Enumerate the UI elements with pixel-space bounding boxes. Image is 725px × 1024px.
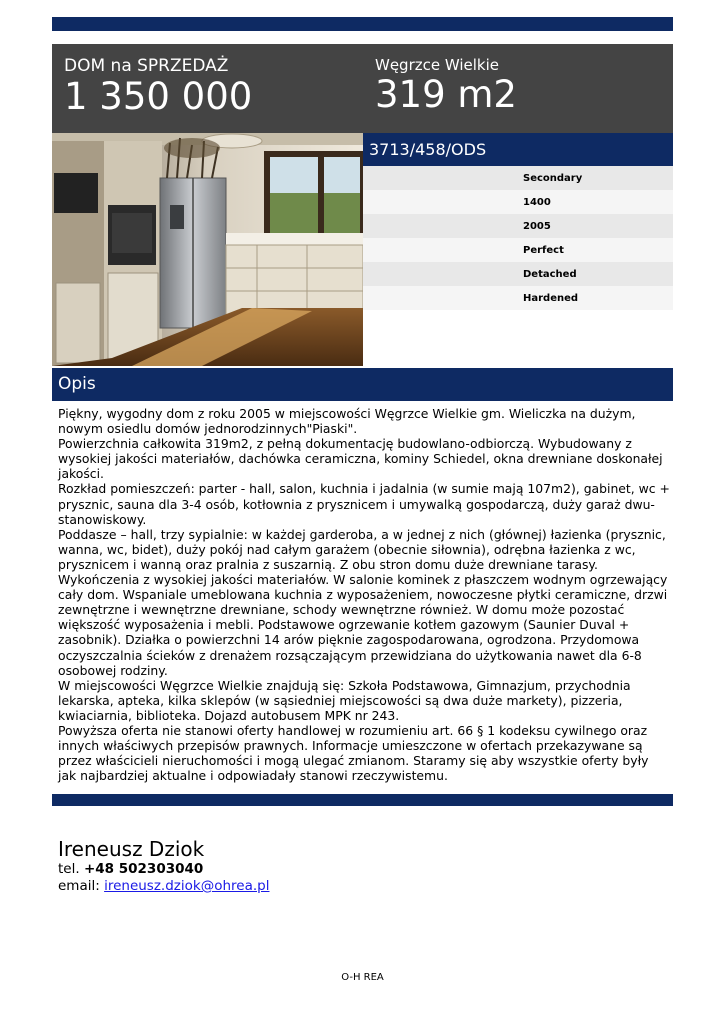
listing-price: 1 350 000: [64, 75, 253, 118]
agent-phone: +48 502303040: [83, 861, 204, 877]
description-paragraph: Poddasze – hall, trzy sypialnie: w każdej garderoba, a w jednej z nich (głównej) łazienka (prysznic, wanna, wc, bidet), duży pokój nad całym garażem (obecnie siłownia), odrębna łazienka z wc, prysznicem i wanną oraz pralnia z suszarnią. Z obu stron domu duże drewniane tarasy.: [58, 526, 666, 572]
description-paragraph: Powierzchnia całkowita 319m2, z pełną dokumentację budowlano-odbiorczą. Wybudowany z wysokiej jakości materiałów, dachówka ceramiczna, kominy Schiedel, okna drewniane doskonałej jakości.: [58, 436, 663, 482]
email-label: email:: [58, 878, 100, 894]
agent-phone-line: [58, 861, 658, 878]
property-value: 1400: [523, 197, 551, 208]
description-paragraph: Wykończenia z wysokiej jakości materiałów. W salonie kominek z płaszczem wodnym ogrzewający cały dom. Wspaniale umeblowana kuchnia z wyposażeniem, nowoczesne płytki ceramiczne, drzwi zewnętrzne i wewnętrzne drewniane, schody wewnętrzne również. W domu może pozostać większość wyposażenia i mebli. Podstawowe ogrzewanie kotłem gazowym (Saunier Duval + zasobnik). Działka o powierzchni 14 arów pięknie zagospodarowana, ogrodzona. Przydomowa oczyszczalnia ścieków z drenażem rozsączającym przewidziana do użytkowania nawet dla 6-8 osobowej rodziny.: [58, 572, 668, 678]
top-divider-bar: [52, 17, 673, 31]
description-paragraph: Powyższa oferta nie stanowi oferty handlowej w rozumieniu art. 66 § 1 kodeksu cywilnego oraz innych właściwych przepisów prawnych. Informacje umieszczone w ofertach przekazywane są przez właścicieli nieruchomości i mogą ulegać zmianom. Staramy się aby wszystkie oferty były jak najbardziej aktualne i odpowiadały stanowi rzeczywistemu.: [58, 722, 649, 784]
property-row: [363, 166, 673, 190]
description-paragraph: Piękny, wygodny dom z roku 2005 w miejscowości Węgrzce Wielkie gm. Wieliczka na dużym, nowym osiedlu domów jednorodzinnych"Piaski".: [58, 406, 636, 437]
listing-type-label: DOM na SPRZEDAŻ: [64, 56, 229, 76]
description-title: Opis: [58, 374, 96, 394]
property-row: [363, 262, 673, 286]
listing-area: 319 m2: [375, 73, 517, 116]
reference-bar: [363, 133, 673, 166]
agent-email-line: [58, 878, 658, 895]
property-row: [363, 190, 673, 214]
agent-contact: [58, 837, 658, 895]
bottom-divider-bar: [52, 794, 673, 806]
agent-email-link[interactable]: ireneusz.dziok@ohrea.pl: [104, 878, 270, 894]
description-paragraph: Rozkład pomieszczeń: parter - hall, salon, kuchnia i jadalnia (w sumie mają 107m2), gabinet, wc + prysznic, sauna dla 3-4 osób, kotłownia z prysznicem i umywalką gospodarczą, duży garaż dwu-stanowiskowy.: [58, 481, 670, 527]
description-text: [58, 406, 670, 783]
footer-text: O-H REA: [341, 972, 384, 983]
description-header-bar: [52, 368, 673, 401]
description-paragraph: W miejscowości Węgrzce Wielkie znajdują się: Szkoła Podstawowa, Gimnazjum, przychodnia lekarska, apteka, kilka sklepów (w sąsiedniej miejscowości są dwa duże markety), pizzeria, kwiaciarnia, biblioteka. Dojazd autobusem MPK nr 243.: [58, 677, 631, 723]
property-value: Hardened: [523, 293, 579, 304]
property-details-table: [363, 166, 673, 310]
listing-reference-number: 3713/458/ODS: [369, 140, 487, 159]
listing-location: Węgrzce Wielkie: [375, 56, 500, 74]
property-row: [363, 214, 673, 238]
property-row: [363, 286, 673, 310]
property-value: Perfect: [523, 245, 564, 256]
property-row: [363, 238, 673, 262]
property-value: Secondary: [523, 173, 583, 184]
property-photo: [52, 133, 363, 366]
listing-header: [52, 44, 673, 133]
phone-label: tel.: [58, 861, 80, 877]
property-value: Detached: [523, 269, 577, 280]
agent-name: Ireneusz Dziok: [58, 837, 205, 861]
property-value: 2005: [523, 221, 551, 232]
